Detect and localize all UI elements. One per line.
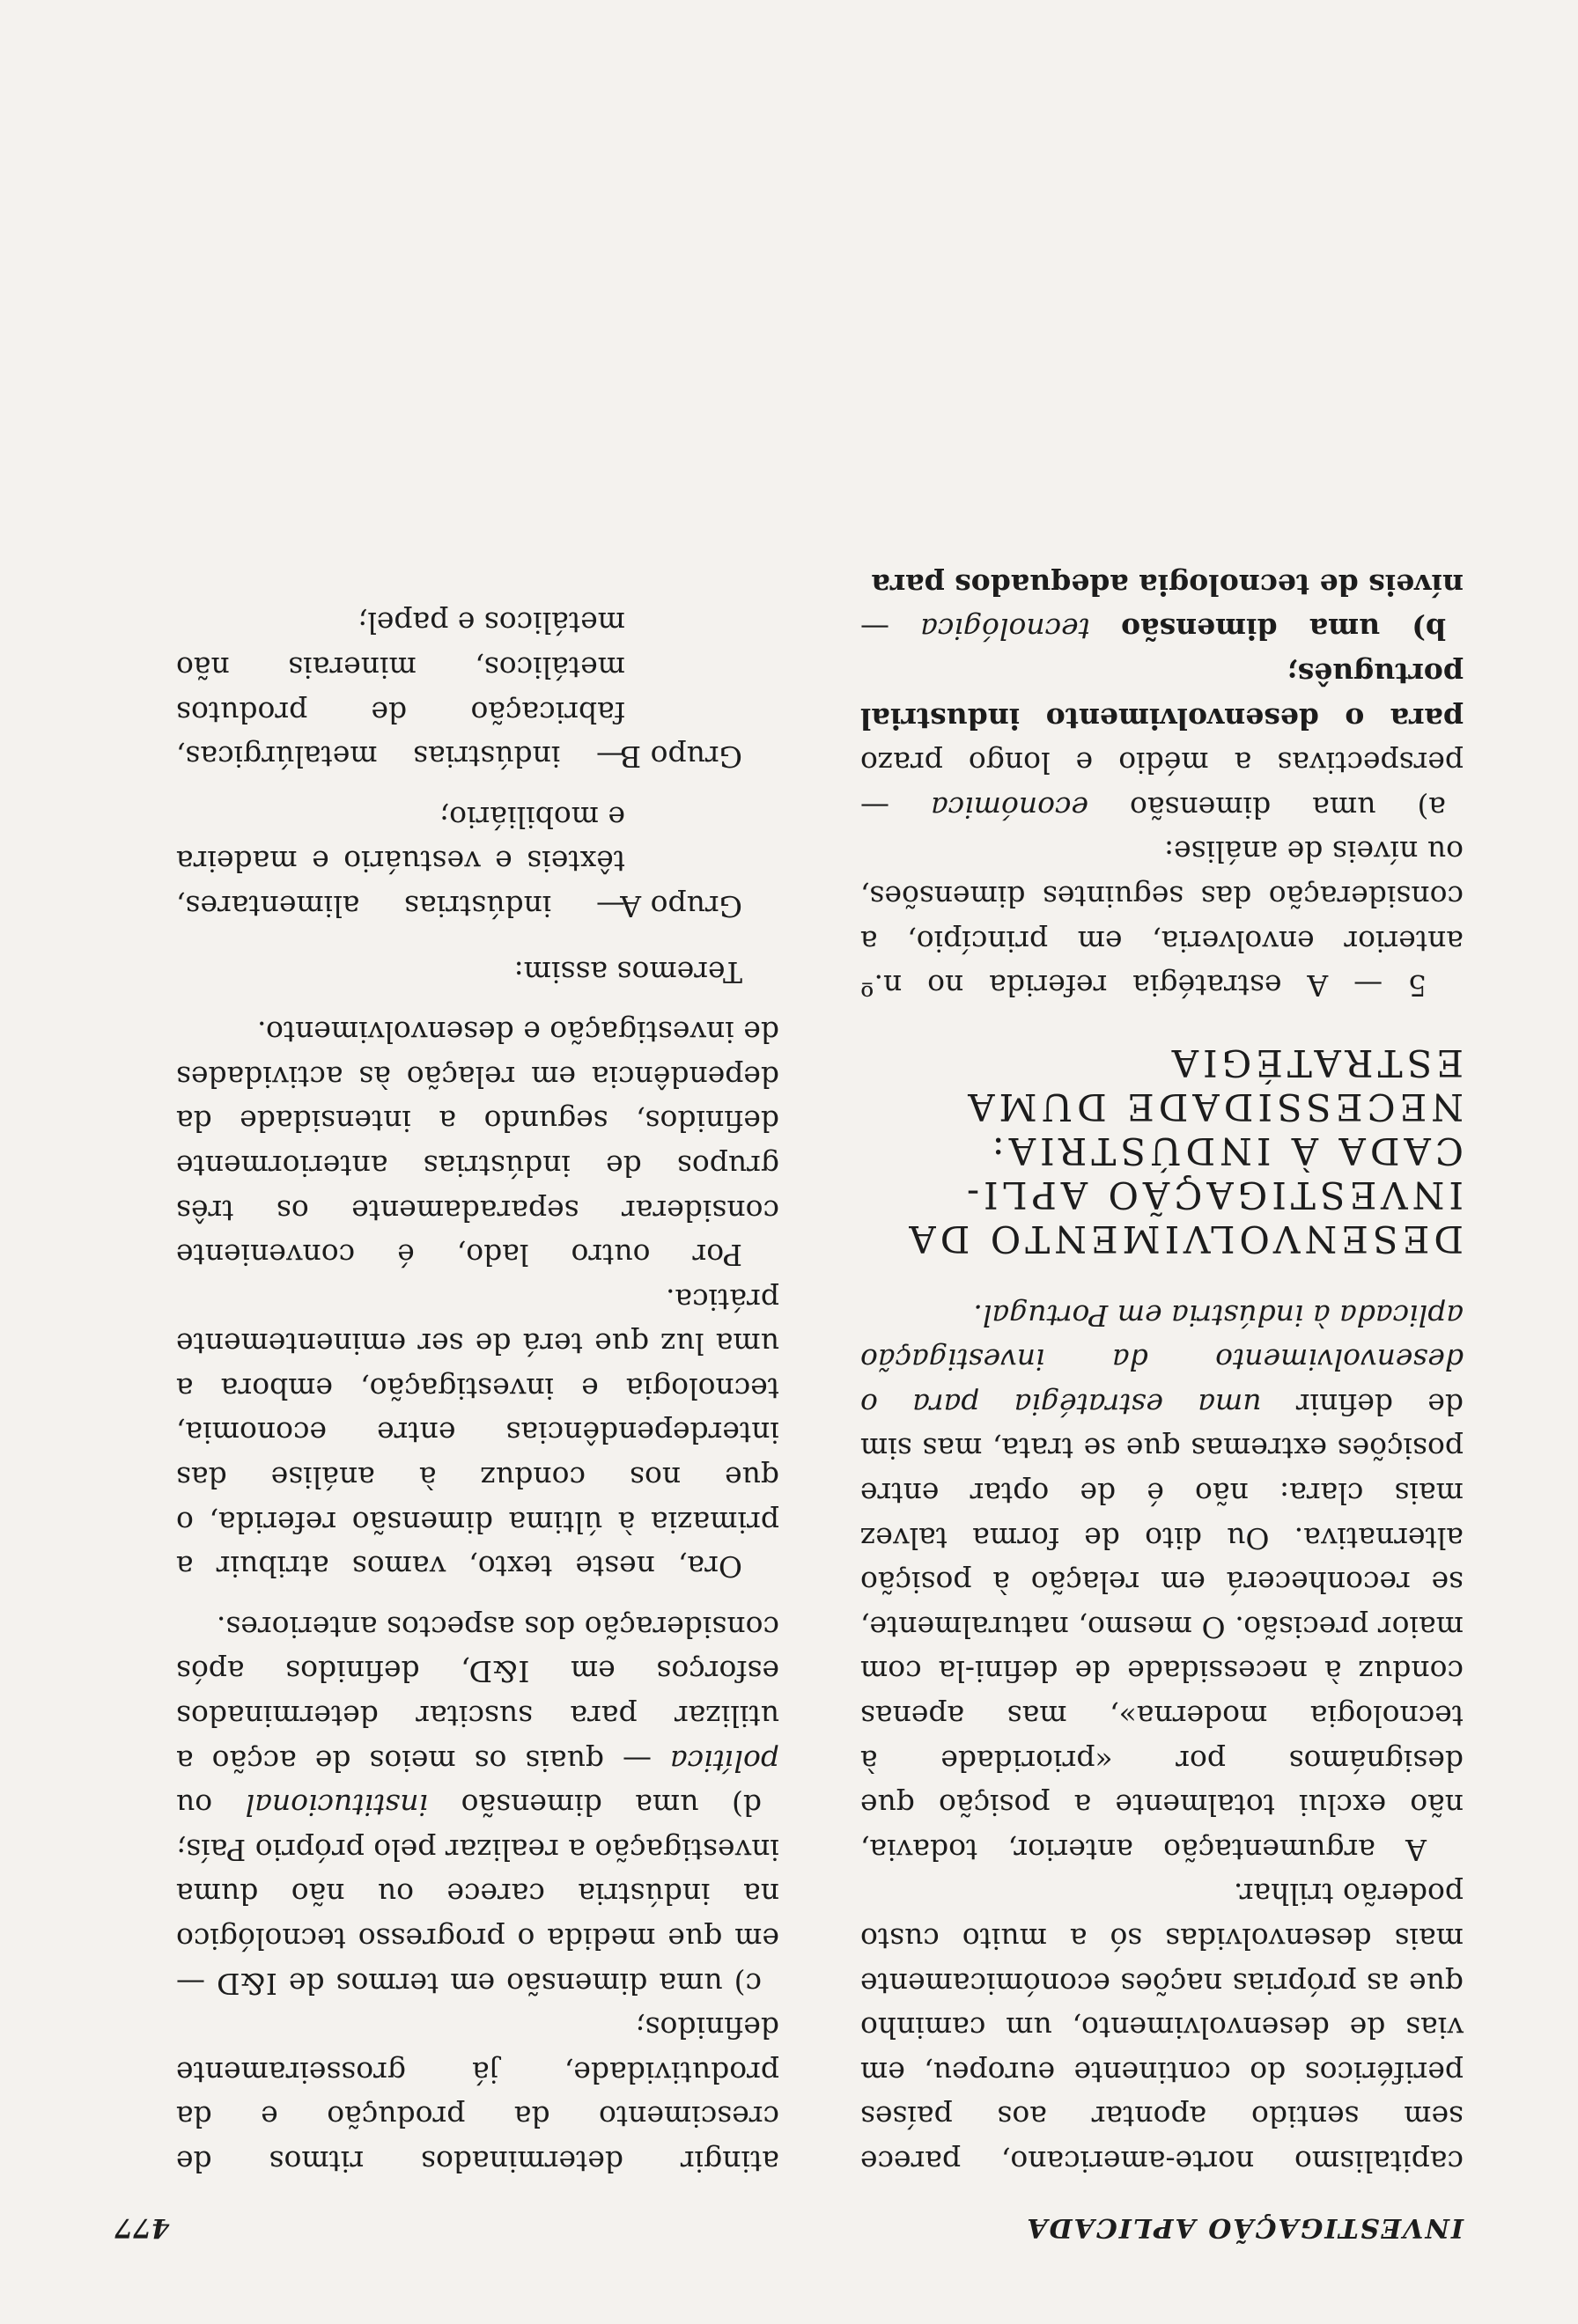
paragraph-argumentation bbox=[860, 1292, 1464, 1872]
section-title-line: CADA À INDÚSTRIA: bbox=[987, 1129, 1464, 1173]
group-item-a bbox=[176, 794, 779, 928]
list-item-bold: b) uma dimensão bbox=[1121, 612, 1446, 647]
left-column bbox=[860, 562, 1464, 2183]
list-item-bold: para o desenvolvimento industrial português; bbox=[860, 656, 1464, 736]
running-head bbox=[114, 2208, 1464, 2243]
paragraph-continuation: capitalismo norte-americano, parece sem sentido apontar aos países periféricos do continente europeu, em vias de desenvolvimento, um caminho que as próprias nações económicamente mais desenvolvidas só a muito custo poderão trilhar. bbox=[860, 1877, 1464, 2179]
group-description: — indústrias metalúrgicas, fabricação de produtos metálicos, minerais não metálicos e papel; bbox=[176, 606, 625, 775]
spacer bbox=[176, 1588, 779, 1604]
group-item-b bbox=[176, 600, 779, 778]
right-column bbox=[176, 600, 779, 2183]
list-item-text: ou bbox=[176, 1788, 213, 1823]
list-item-a bbox=[860, 651, 1464, 828]
list-item-italic: económica bbox=[931, 790, 1089, 825]
list-item-text: a) uma dimensão bbox=[1130, 790, 1446, 825]
spacer bbox=[176, 994, 779, 1010]
section-title bbox=[860, 1041, 1464, 1261]
section-title-line: INVESTIGAÇÃO APLI- bbox=[962, 1173, 1464, 1217]
paragraph-primacy: Ora, neste texto, vamos atribuir a primazia à última dimensão referida, o que nos conduz à análise das interdependências entre economia, tecnologia e investigação, embora a uma luz que terá de ser eminentemente prática. bbox=[176, 1282, 779, 1585]
paragraph-teremos: Teremos assim: bbox=[513, 954, 742, 989]
section-title-line: ESTRATÉGIA bbox=[1167, 1041, 1464, 1085]
list-item-italic: institucional bbox=[245, 1788, 429, 1823]
list-item-c: c) uma dimensão em termos de I&D — em que medida o progresso tecnológico na indústria carece ou não duma investigação a realizar pelo próprio País; bbox=[176, 1832, 779, 2001]
list-item-bold: níveis de tecnologia adequados para bbox=[871, 567, 1464, 602]
running-title: INVESTIGAÇÃO APLICADA bbox=[1025, 2212, 1464, 2243]
section-title-line: DESENVOLVIMENTO DA bbox=[904, 1217, 1464, 1261]
paragraph-text: A argumentação anterior, todavia, não exclui totalmente a posição que designámos por «prioridade à tecnologia moderna», mas apenas conduz à necessidade de defini-la com maior precisão. O mesmo, naturalmente, se reconhecerá em relação à posição alternativa. Ou dito de forma talvez mais clara: não é de optar entre posições extremas que se trata, mas sim de definir bbox=[860, 1386, 1464, 1867]
group-name: Grupo B bbox=[619, 739, 742, 775]
page-number: 477 bbox=[114, 2212, 170, 2243]
list-item-d bbox=[176, 1604, 779, 1827]
paragraph-groups-intro: Por outro lado, é conveniente considerar separadamente os três grupos de indústrias anteriormente definidos, segundo a intensidade da dependência em relação às actividades de investigação e desenvolvimento. bbox=[176, 1015, 779, 1273]
list-item-text: — bbox=[860, 612, 889, 647]
group-list bbox=[176, 600, 779, 928]
paragraph-strategy: 5 — A estratégia referida no n.º anterior envolveria, em princípio, a consideração das seguintes dimensões, ou níveis de análise: bbox=[860, 835, 1464, 1004]
list-item-text: d) uma dimensão bbox=[461, 1788, 762, 1823]
list-item-b bbox=[860, 562, 1464, 651]
list-item-italic: tecnológica bbox=[920, 612, 1090, 647]
group-name: Grupo A bbox=[620, 888, 742, 923]
group-description: — indústrias alimentares, têxteis e vestuário e madeira e mobiliário; bbox=[176, 799, 625, 923]
list-item-text: — perspectivas a médio e longo prazo bbox=[860, 746, 1464, 825]
section-title-line: NECESSIDADE DUMA bbox=[963, 1085, 1464, 1129]
spacer bbox=[176, 933, 779, 949]
paragraph-italic-text: uma estratégia para o desenvolvimento da investigação aplicada à indústria em Portugal. bbox=[860, 1298, 1464, 1422]
spacer bbox=[176, 778, 779, 794]
list-item-italic: política bbox=[669, 1743, 779, 1778]
paragraph-continuation: atingir determinados ritmos de crescimento da produção e da produtividade, já grosseiramente definidos; bbox=[176, 2011, 779, 2179]
list-item-text: — quais os meios de acção a utilizar para suscitar determinados esforços em I&D, definidos após consideração dos aspectos anteriores. bbox=[176, 1609, 779, 1778]
